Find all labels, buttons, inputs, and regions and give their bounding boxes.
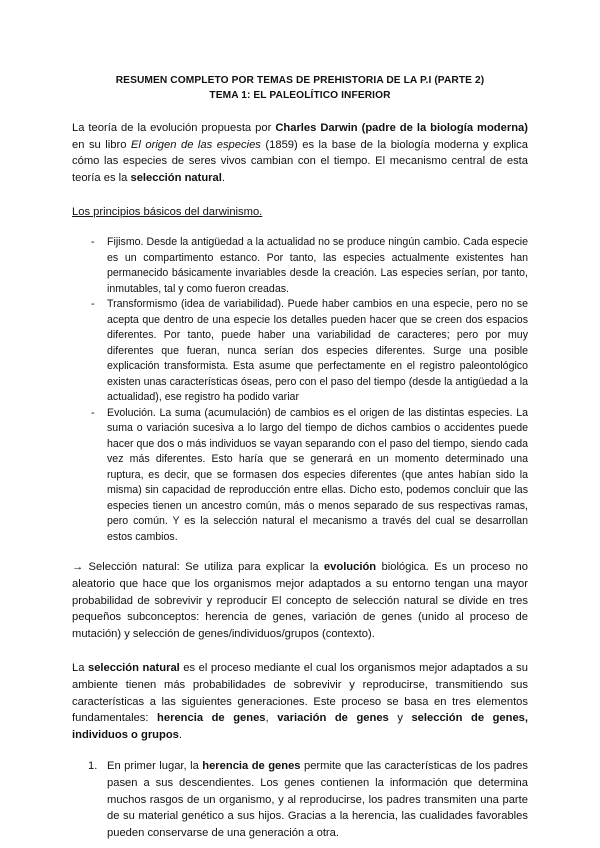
num1-bold: herencia de genes	[202, 760, 301, 773]
principles-heading: Los principios básicos del darwinismo.	[72, 206, 263, 219]
sel1-text-1: → Selección natural: Se utiliza para explicar la	[72, 561, 324, 574]
list-item	[72, 297, 528, 406]
intro-paragraph	[72, 120, 528, 186]
list-item	[72, 235, 528, 297]
intro-bold-selection: selección natural	[130, 171, 222, 184]
list-item-text: Evolución. La suma (acumulación) de cambios es el origen de las distintas especies. La suma o variación sucesiva a lo largo del tiempo de dichos cambios o accidentes puede hacer que dos o más individuos se vayan separando con el paso del tiempo, siendo cada vez más diferentes. Esto haría que se generará en un momento determinado una ruptura, es decir, que se formasen dos especies diferentes (que antes habían sido la misma) sin capacidad de reproducción entre ellas. Dicho esto, podemos concluir que las especies tienen un ancestro común, más o menos separado de sus respectivas ramas, pero común. Y es la selección natural el mecanismo a través del cual se desarrollan estos cambios.	[107, 406, 528, 543]
sel2-text-4: y	[388, 712, 412, 725]
sel2-bold-4: selección de genes, individuos o grupos	[72, 712, 529, 741]
list-item	[72, 758, 528, 841]
sel1-bold-evolution: evolución	[323, 561, 377, 574]
principles-list	[72, 235, 528, 545]
num1-text-2: permite que las características de los padres pasen a sus descendientes. Los genes contienen la información que determina muchos rasgos de un organismo, y al reproducirse, los padres transmiten una parte de su material genético a sus hijos. Gracias a la herencia, las cualidades favorables pueden conservarse de una generación a otra.	[107, 760, 528, 839]
intro-book-title: El origen de las especies	[130, 138, 261, 151]
list-item	[72, 406, 528, 546]
sel2-text-5: .	[178, 728, 183, 741]
selection-definition-paragraph	[72, 660, 528, 743]
list-marker: -	[91, 298, 95, 311]
list-marker: -	[91, 236, 95, 249]
list-item-text: Fijismo. Desde la antigüedad a la actualidad no se produce ningún cambio. Cada especie es un compartimento estanco. Por tanto, las especies actualmente existentes han permanecido básicamente invariables desde la creación. Las especies serían, por tanto, inmutables, tal y como fueron creadas.	[107, 236, 528, 295]
sel2-bold-1: selección natural	[87, 662, 180, 675]
sel2-text-3: ,	[265, 712, 278, 725]
sel2-text-1: La	[72, 662, 88, 675]
numbered-list	[72, 758, 528, 841]
list-marker: 1.	[88, 760, 98, 773]
natural-selection-paragraph	[72, 559, 528, 642]
list-marker: -	[91, 406, 95, 419]
document-title: RESUMEN COMPLETO POR TEMAS DE PREHISTORIA DE LA P.I (PARTE 2)	[115, 75, 485, 86]
sel2-text-2: es el proceso mediante el cual los organismos mejor adaptados a su ambiente tienen más probabilidades de sobrevivir y reproducirse, transmitiendo sus características a las siguientes generaciones. Este proceso se basa en tres elementos fundamentales:	[72, 662, 528, 725]
num1-text-1: En primer lugar, la	[107, 760, 203, 773]
sel2-bold-2: herencia de genes	[157, 712, 266, 725]
sel2-bold-3: variación de genes	[277, 712, 389, 725]
intro-text-2: en su libro	[72, 138, 131, 151]
topic-title: TEMA 1: EL PALEOLÍTICO INFERIOR	[209, 90, 391, 101]
intro-text-1: La teoría de la evolución propuesta por	[72, 122, 276, 134]
sel1-text-2: biológica. Es un proceso no aleatorio que hace que los organismos mejor adaptados a su entorno tengan una mayor probabilidad de sobrevivir y reproducir El concepto de selección natural se divide en tres pequeños subconceptos: herencia de genes, variación de genes (unido al proceso de mutación) y selección de genes/individuos/grupos (contexto).	[72, 561, 529, 640]
intro-bold-darwin: Charles Darwin (padre de la biología moderna)	[275, 122, 528, 134]
intro-text-3: (1859) es la base de la biología moderna y explica cómo las especies de seres vivos cambian con el tiempo. El mecanismo central de esta teoría es la	[72, 138, 528, 184]
intro-text-4: .	[221, 171, 225, 184]
list-item-text: Transformismo (idea de variabilidad). Puede haber cambios en una especie, pero no se acepta que dentro de una especie los detalles pueden hacer que se creen dos espacios diferentes. Por tanto, puede haber una variabilidad de caracteres; pero por muy diferentes que fueran, nunca serían dos especies diferentes. Surge una posible explicación transformista. Esta asume que perfectamente en el registro paleontológico existen unas características óseas, pero con el paso del tiempo (desde la antigüedad a la actualidad), ese registro ha podido variar	[107, 298, 528, 404]
